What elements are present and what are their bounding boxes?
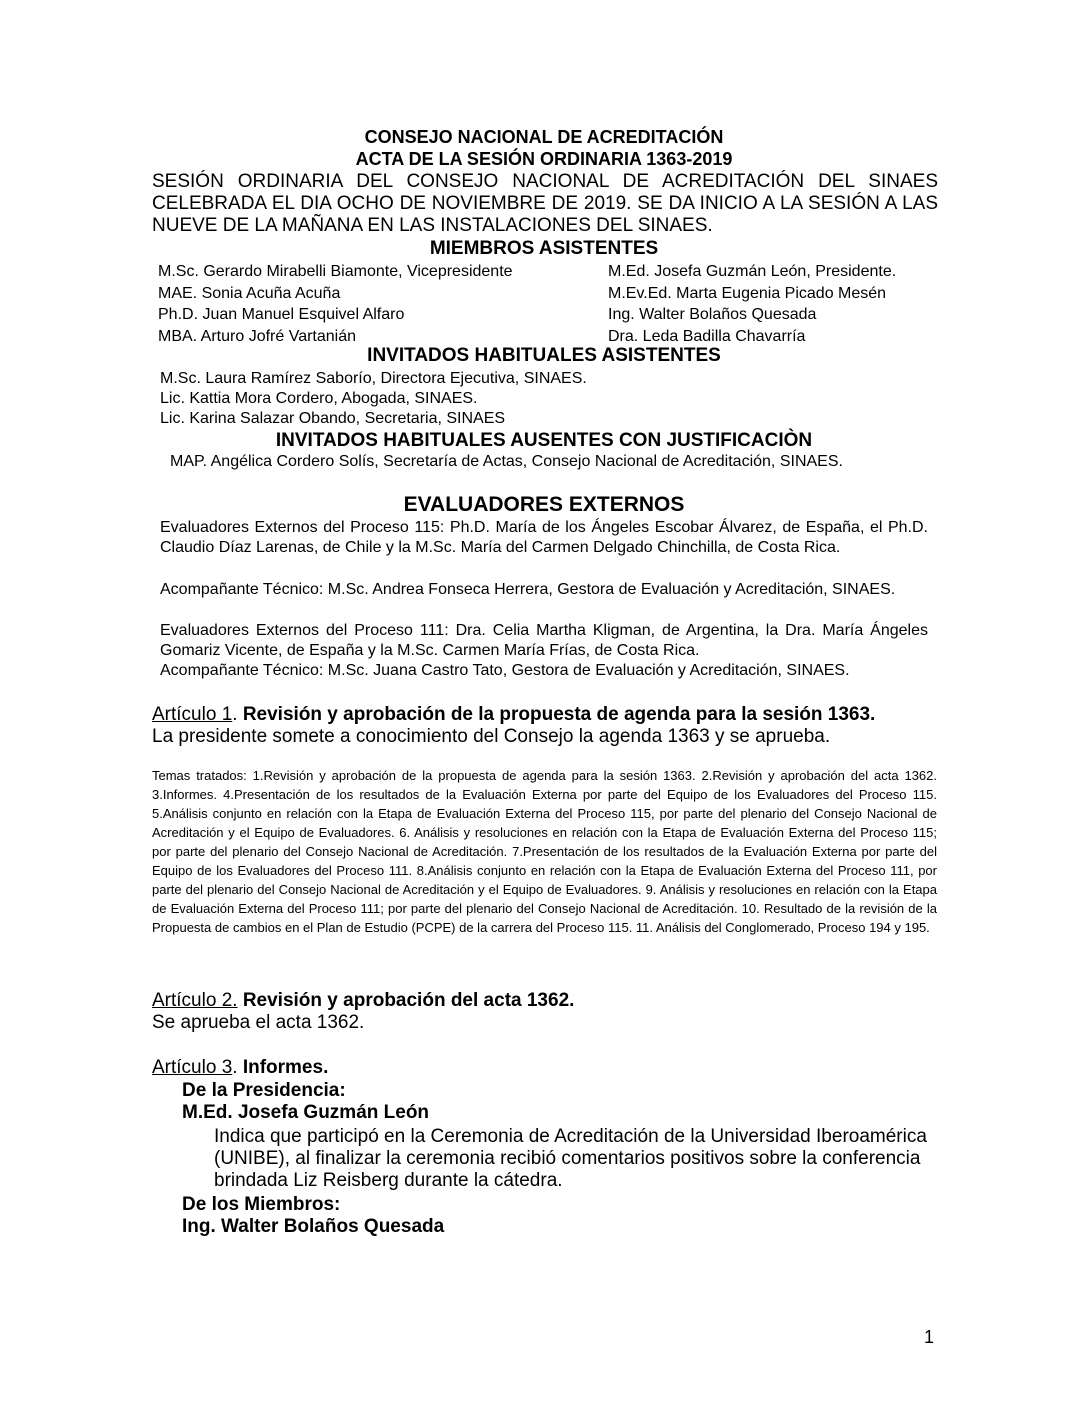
absent-text: MAP. Angélica Cordero Solís, Secretaría de Actas, Consejo Nacional de Acreditación, SINAES.: [170, 453, 843, 470]
member-name: Ph.D. Juan Manuel Esquivel Alfaro: [158, 306, 405, 323]
absent-heading: INVITADOS HABITUALES AUSENTES CON JUSTIFICACIÒN: [275, 430, 813, 451]
guests-list: [160, 369, 920, 429]
members-heading: MIEMBROS ASISTENTES: [429, 238, 659, 259]
members-row: [158, 283, 938, 305]
evaluators-115: Evaluadores Externos del Proceso 115: Ph.D. María de los Ángeles Escobar Álvarez, de España, el Ph.D. Claudio Díaz Larenas, de Chile y la M.Sc. María del Carmen Delgado Chinchilla, de Costa Rica.: [160, 519, 928, 556]
president-name: M.Ed. Josefa Guzmán León: [182, 1102, 430, 1123]
member-name: MAE. Sonia Acuña Acuña: [158, 284, 341, 302]
article-3-label: Artículo 3: [152, 1057, 233, 1078]
article-1-text: La presidente somete a conocimiento del Consejo la agenda 1363 y se aprueba.: [152, 726, 831, 747]
members-row: [158, 304, 938, 326]
evaluators-heading: EVALUADORES EXTERNOS: [403, 493, 685, 516]
president-report: Indica que participó en la Ceremonia de Acreditación de la Universidad Iberoamérica (UNIBE), al finalizar la ceremonia recibió comentarios positivos sobre la conferencia brindada Liz Reisberg durante la cátedra.: [214, 1126, 927, 1191]
member-report-name: Ing. Walter Bolaños Quesada: [182, 1216, 445, 1237]
topics-paragraph: Temas tratados: 1.Revisión y aprobación de la propuesta de agenda para la sesión 1363. 2.Revisión y aprobación del acta 1362. 3.Informes. 4.Presentación de los resultados de la Evaluación Externa por parte del Equipo de los Evaluadores del Proceso 115. 5.Análisis conjunto en relación con la Etapa de Evaluación Externa del Proceso 115, por parte del plenario del Consejo Nacional de Acreditación y el Equipo de Evaluadores. 6. Análisis y resoluciones en relación con la Etapa de Evaluación Externa del Proceso 115; por parte del plenario del Consejo Nacional de Acreditación. 7.Presentación de los resultados de la Evaluación Externa por parte del Equipo de los Evaluadores del Proceso 111. 8.Análisis conjunto en relación con la Etapa de Evaluación Externa del Proceso 111, por parte del plenario del Consejo Nacional de Acreditación y el Equipo de Evaluadores. 9. Análisis y resoluciones en relación con la Etapa de Evaluación Externa del Proceso 111; por parte del plenario del Consejo Nacional de Acreditación. 10. Resultado de la revisión de la Propuesta de cambios en el Plan de Estudio (PCPE) de la carrera del Proceso 115. 11. Análisis del Conglomerado, Proceso 194 y 195.: [152, 768, 937, 935]
technical-companion-111: Acompañante Técnico: M.Sc. Juana Castro Tato, Gestora de Evaluación y Acreditación, SINAES.: [160, 662, 850, 679]
member-name: M.Ev.Ed. Marta Eugenia Picado Mesén: [608, 284, 887, 302]
article-2-text: Se aprueba el acta 1362.: [152, 1012, 365, 1033]
article-1-heading: [152, 704, 938, 726]
presidency-subheading: De la Presidencia:: [182, 1080, 346, 1101]
session-title: ACTA DE LA SESIÓN ORDINARIA 1363-2019: [355, 149, 733, 169]
session-intro: SESIÓN ORDINARIA DEL CONSEJO NACIONAL DE ACREDITACIÓN DEL SINAES CELEBRADA EL DIA OCHO DE NOVIEMBRE DE 2019. SE DA INICIO A LA SESIÓN A LAS NUEVE DE LA MAÑANA EN LAS INSTALACIONES DEL SINAES.: [152, 171, 938, 236]
evaluators-111: Evaluadores Externos del Proceso 111: Dra. Celia Martha Kligman, de Argentina, la Dra. María Ángeles Gomariz Vicente, de España y la M.Sc. Carmen María Frías, de Costa Rica.: [160, 622, 928, 659]
article-2-title: Revisión y aprobación del acta 1362.: [242, 990, 575, 1011]
guest-item: Lic. Kattia Mora Cordero, Abogada, SINAES.: [160, 390, 478, 407]
members-list: [158, 261, 938, 347]
technical-companion-115: Acompañante Técnico: M.Sc. Andrea Fonseca Herrera, Gestora de Evaluación y Acreditación, SINAES.: [160, 581, 896, 598]
article-1: [152, 704, 938, 748]
article-3-title: Informes.: [242, 1057, 329, 1078]
guests-heading: INVITADOS HABITUALES ASISTENTES: [367, 345, 721, 366]
article-2: [152, 990, 938, 1034]
article-3-separator: .: [232, 1057, 243, 1078]
guest-item: M.Sc. Laura Ramírez Saborío, Directora Ejecutiva, SINAES.: [160, 370, 587, 387]
article-3-heading: [152, 1057, 938, 1079]
member-name: M.Sc. Gerardo Mirabelli Biamonte, Vicepresidente: [158, 263, 513, 280]
guest-item: Lic. Karina Salazar Obando, Secretaria, SINAES: [160, 410, 506, 427]
council-title: CONSEJO NACIONAL DE ACREDITACIÓN: [364, 127, 724, 147]
members-row: [158, 261, 938, 283]
member-name: M.Ed. Josefa Guzmán León, Presidente.: [608, 263, 897, 280]
member-name: Ing. Walter Bolaños Quesada: [608, 306, 817, 323]
article-1-title: Revisión y aprobación de la propuesta de agenda para la sesión 1363.: [242, 704, 876, 725]
member-name: Dra. Leda Badilla Chavarría: [608, 327, 806, 345]
article-1-separator: .: [232, 704, 243, 725]
page-number: 1: [924, 1327, 935, 1347]
members-row: [158, 326, 938, 348]
article-2-label: Artículo 2.: [152, 990, 238, 1011]
article-2-heading: [152, 990, 938, 1012]
article-1-label: Artículo 1: [152, 704, 233, 725]
members-subheading: De los Miembros:: [182, 1194, 341, 1215]
member-name: MBA. Arturo Jofré Vartanián: [158, 327, 357, 345]
